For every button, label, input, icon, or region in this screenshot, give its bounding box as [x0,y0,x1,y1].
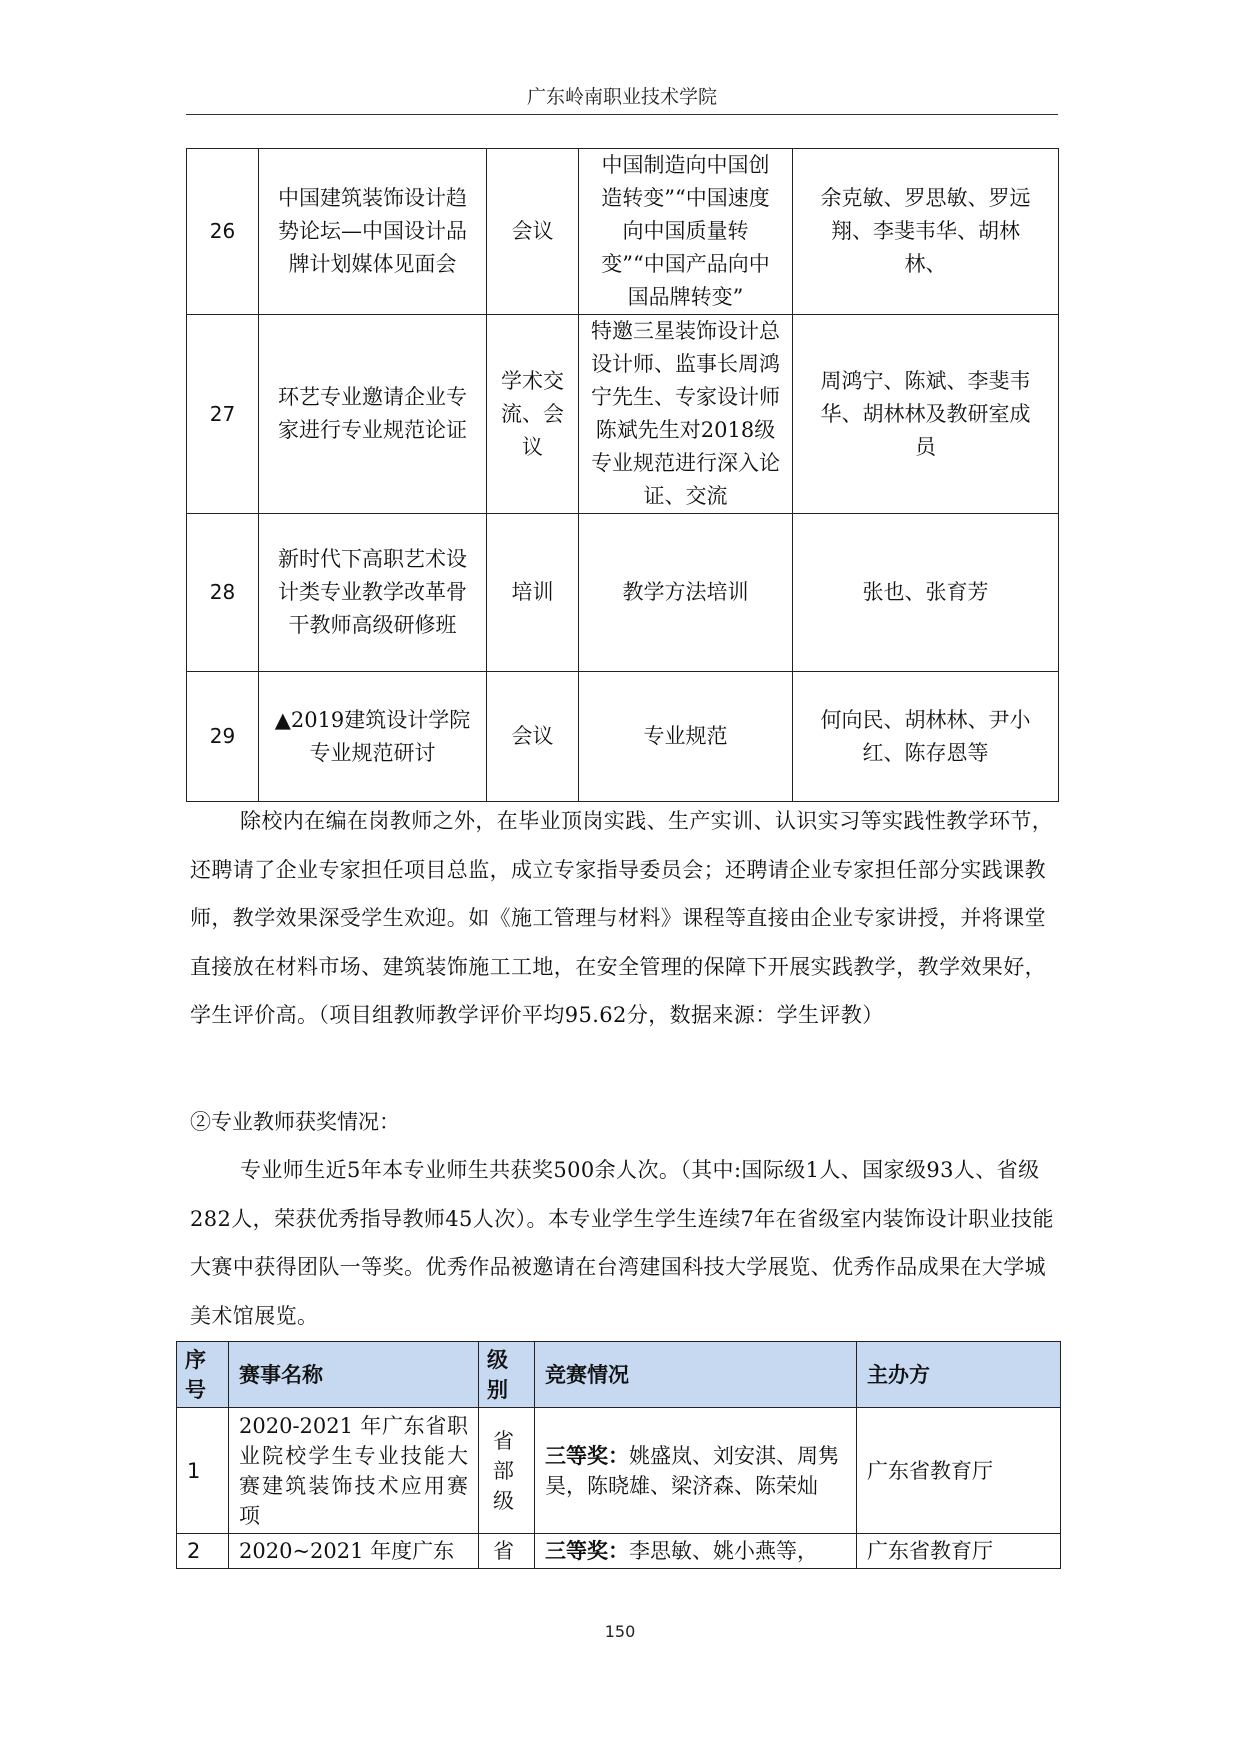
award-number: 1 [177,1408,229,1534]
table-row [187,149,1059,315]
activities-table [186,148,1059,802]
award-winners: 李思敏、姚小燕等， [629,1539,818,1563]
competition-result [535,1408,857,1534]
row-number: 28 [187,514,259,672]
section-subheading: ②专业教师获奖情况： [190,1110,400,1134]
column-header-no: 序号 [177,1342,229,1408]
activity-participants: 余克敏、罗思敏、罗远翔、李斐韦华、胡林林、 [793,149,1059,315]
award-label: 三等奖： [545,1442,629,1468]
competition-organizer: 广东省教育厅 [857,1534,1061,1569]
table-row [177,1534,1061,1569]
body-paragraph: 除校内在编在岗教师之外，在毕业顶岗实践、生产实训、认识实习等实践性教学环节，还聘请了企业专家担任项目总监，成立专家指导委员会；还聘请企业专家担任部分实践课教师，教学效果深受学生欢迎。如《施工管理与材料》课程等直接由企业专家讲授，并将课堂直接放在材料市场、建筑装饰施工工地，在安全管理的保障下开展实践教学，教学效果好，学生评价高。（项目组教师教学评价平均95.62分，数据来源：学生评教） [190,809,1054,1027]
activity-participants: 何向民、胡林林、尹小红、陈存恩等 [793,672,1059,802]
competition-name: 2020~2021 年度广东 [229,1534,479,1569]
activity-type: 学术交流、会议 [487,315,579,514]
activity-type: 会议 [487,672,579,802]
row-number: 27 [187,315,259,514]
awards-table [176,1341,1061,1569]
table-row [177,1408,1061,1534]
activity-type: 培训 [487,514,579,672]
column-header-name: 赛事名称 [229,1342,479,1408]
award-label: 三等奖： [545,1538,629,1563]
competition-result [535,1534,857,1569]
activity-content: 教学方法培训 [579,514,793,672]
column-header-result: 竞赛情况 [535,1342,857,1408]
competition-organizer: 广东省教育厅 [857,1408,1061,1534]
header-divider [186,114,1058,115]
competition-level: 省部级 [479,1408,535,1534]
activity-type: 会议 [487,149,579,315]
activity-content: 特邀三星装饰设计总设计师、监事长周鸿宁先生、专家设计师陈斌先生对2018级专业规范进行深入论证、交流 [579,315,793,514]
table-header-row [177,1342,1061,1408]
page-header: 广东岭南职业技术学院 [526,86,717,108]
column-header-organizer: 主办方 [857,1342,1061,1408]
row-number: 29 [187,672,259,802]
activity-content: 专业规范 [579,672,793,802]
column-header-level: 级别 [479,1342,535,1408]
activity-participants: 张也、张育芳 [793,514,1059,672]
competition-name: 2020-2021 年广东省职业院校学生专业技能大赛建筑装饰技术应用赛项 [229,1408,479,1534]
competition-level: 省 [479,1534,535,1569]
activity-name: 中国建筑装饰设计趋势论坛—中国设计品牌计划媒体见面会 [259,149,487,315]
page-number: 150 [604,1622,636,1641]
activity-name: 新时代下高职艺术设计类专业教学改革骨干教师高级研修班 [259,514,487,672]
activity-content: 中国制造向中国创造转变”“中国速度向中国质量转变”“中国产品向中国品牌转变” [579,149,793,315]
award-winners: 姚盛岚、刘安淇、周隽昊，陈晓雄、梁济森、陈荣灿 [545,1443,839,1498]
table-row [187,514,1059,672]
award-number: 2 [177,1534,229,1569]
body-paragraph: 专业师生近5年本专业师生共获奖500余人次。（其中:国际级1人、国家级93人、省级282人，荣获优秀指导教师45人次）。本专业学生学生连续7年在省级室内装饰设计职业技能大赛中获得团队一等奖。优秀作品被邀请在台湾建国科技大学展览、优秀作品成果在大学城美术馆展览。 [190,1158,1054,1328]
activity-name: ▲2019建筑设计学院专业规范研讨 [259,672,487,802]
activity-participants: 周鸿宁、陈斌、李斐韦华、胡林林及教研室成员 [793,315,1059,514]
activity-name: 环艺专业邀请企业专家进行专业规范论证 [259,315,487,514]
table-row [187,672,1059,802]
row-number: 26 [187,149,259,315]
table-row [187,315,1059,514]
